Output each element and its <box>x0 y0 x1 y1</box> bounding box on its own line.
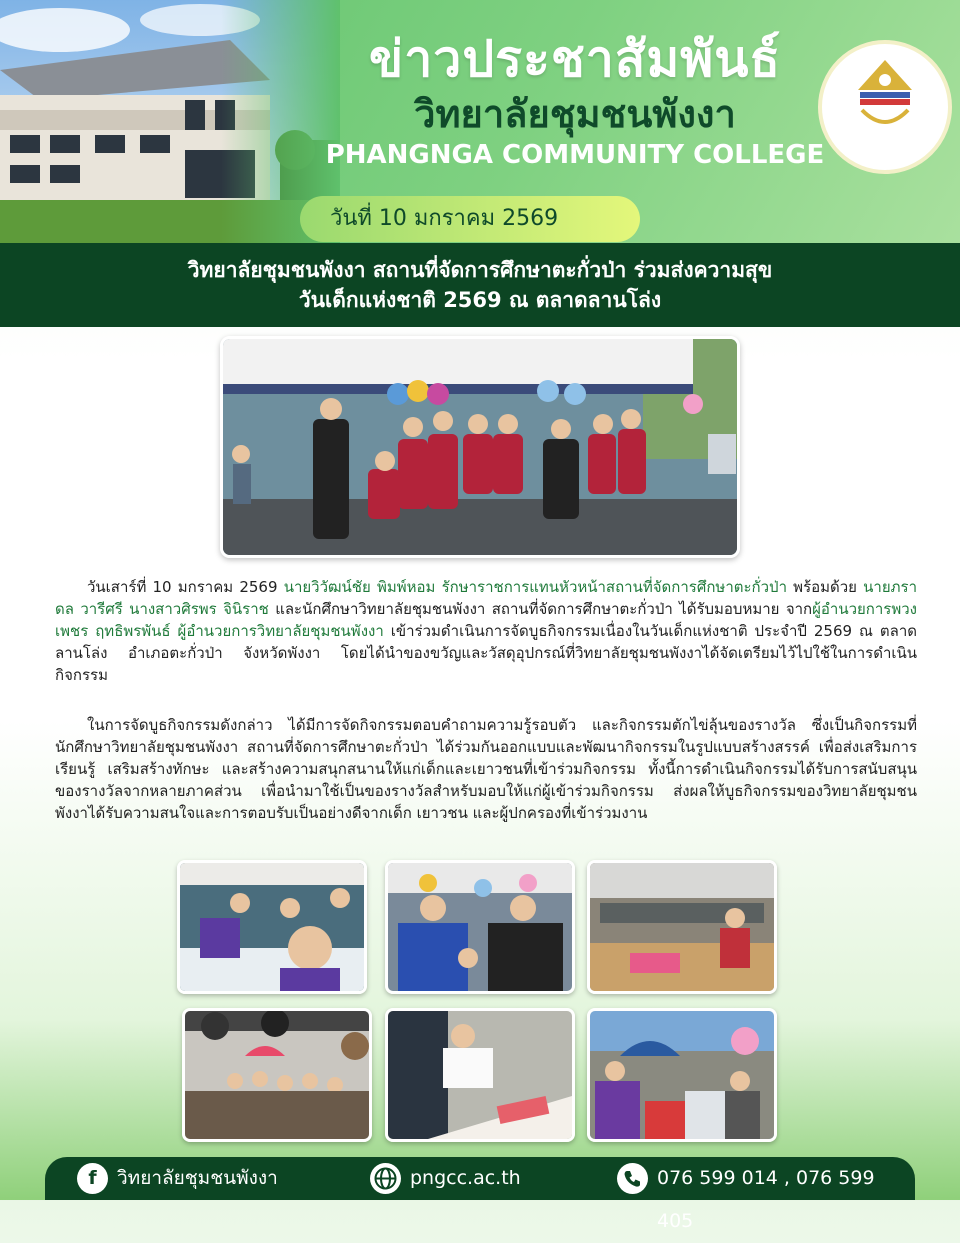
p1-director: ผู้อำนวยการพวงเพชร ฤทธิพรพันธ์ ผู้อำนวยการวิทยาลัยชุมชนพังงา <box>55 600 917 640</box>
college-name-en: PHANGNGA COMMUNITY COLLEGE <box>325 140 825 170</box>
gallery-photo-4 <box>182 1008 372 1142</box>
gallery-photo-6 <box>587 1008 777 1142</box>
page-title: ข่าวประชาสัมพันธ์ <box>369 30 781 88</box>
header-title-block <box>325 28 825 172</box>
p1-text-e: และนักศึกษาวิทยาลัยชุมชนพังงา สถานที่จัดการศึกษาตะกั่วป่า ได้รับมอบหมาย จาก <box>268 600 813 618</box>
college-logo-icon <box>822 44 948 170</box>
p1-staff-names: นายภราดล วารีศรี นางสาวศิรพร จินิราช <box>55 578 917 618</box>
p1-text-c: พร้อมด้วย <box>787 578 864 596</box>
footer-bar <box>45 1157 915 1232</box>
headline-line-1: วิทยาลัยชุมชนพังงา สถานที่จัดการศึกษาตะกั่วป่า ร่วมส่งความสุข <box>187 258 773 282</box>
gallery-photo-2 <box>385 860 575 994</box>
p2-text: ในการจัดบูธกิจกรรมดังกล่าว ได้มีการจัดกิจกรรมตอบคำถามความรู้รอบตัว และกิจกรรมตักไข่ลุ้นของรางวัล ซึ่งเป็นกิจกรรมที่นักศึกษาวิทยาลัยชุมชนพังงา สถานที่จัดการศึกษาตะกั่วป่า ได้ร่วมกันออกแบบและพัฒนากิจกรรมในรูปแบบสร้างสรรค์ เพื่อส่งเสริมการเรียนรู้ เสริมสร้างทักษะ และสร้างความสนุกสนานให้แก่เด็กและเยาวชนที่เข้าร่วมกิจกรรม ทั้งนี้การดำเนินกิจกรรมได้รับการสนับสนุนของรางวัลจากหลายภาคส่วน เพื่อนำมาใช้เป็นของรางวัลสำหรับมอบให้แก่ผู้เข้าร่วมกิจกรรม ส่งผลให้บูธกิจกรรมของวิทยาลัยชุมชนพังงาได้รับความสนใจและการตอบรับเป็นอย่างดีจากเด็ก เยาวชน และผู้ปกครองที่เข้าร่วมงาน <box>55 716 917 822</box>
headline-line-2: วันเด็กแห่งชาติ 2569 ณ ตลาดลานโล่ง <box>298 288 662 312</box>
globe-icon[interactable] <box>370 1163 401 1194</box>
date-badge: วันที่ 10 มกราคม 2569 <box>300 196 640 242</box>
header-banner <box>0 0 960 245</box>
p1-date: วันเสาร์ที่ 10 มกราคม 2569 <box>87 578 284 596</box>
main-group-photo <box>220 336 740 558</box>
group-photo-image <box>223 339 737 555</box>
body-paragraph-1 <box>55 576 917 686</box>
headline-band <box>0 243 960 327</box>
phone-numbers[interactable]: 076 599 014 , 076 599 405 <box>657 1167 875 1232</box>
gallery-photo-1 <box>177 860 367 994</box>
gallery-photo-3 <box>587 860 777 994</box>
p1-text-g: เข้าร่วมดำเนินการจัดบูธกิจกรรมเนื่องในวันเด็กแห่งชาติ ประจำปี 2569 ณ ตลาดลานโล่ง อำเภอตะกั่วป่า จังหวัดพังงา โดยได้นำของขวัญและวัสดุอุปกรณ์ที่วิทยาลัยชุมชนพังงาได้จัดเตรียมไว้ไปใช้ในการดำเนินกิจกรรม <box>55 622 917 684</box>
phone-icon[interactable] <box>617 1163 648 1194</box>
college-logo <box>818 40 952 174</box>
facebook-page-link[interactable]: วิทยาลัยชุมชนพังงา <box>117 1167 278 1189</box>
p1-acting-head: นายวิวัฒน์ชัย พิมพ์หอม รักษาราชการแทนหัวหน้าสถานที่จัดการศึกษาตะกั่วป่า <box>283 578 787 596</box>
website-link[interactable]: pngcc.ac.th <box>410 1167 521 1189</box>
college-name-th: วิทยาลัยชุมชนพังงา <box>414 92 736 136</box>
gallery-photo-5 <box>385 1008 575 1142</box>
body-paragraph-2 <box>55 714 917 824</box>
facebook-icon[interactable]: f <box>77 1163 108 1194</box>
college-building-photo <box>0 0 340 245</box>
